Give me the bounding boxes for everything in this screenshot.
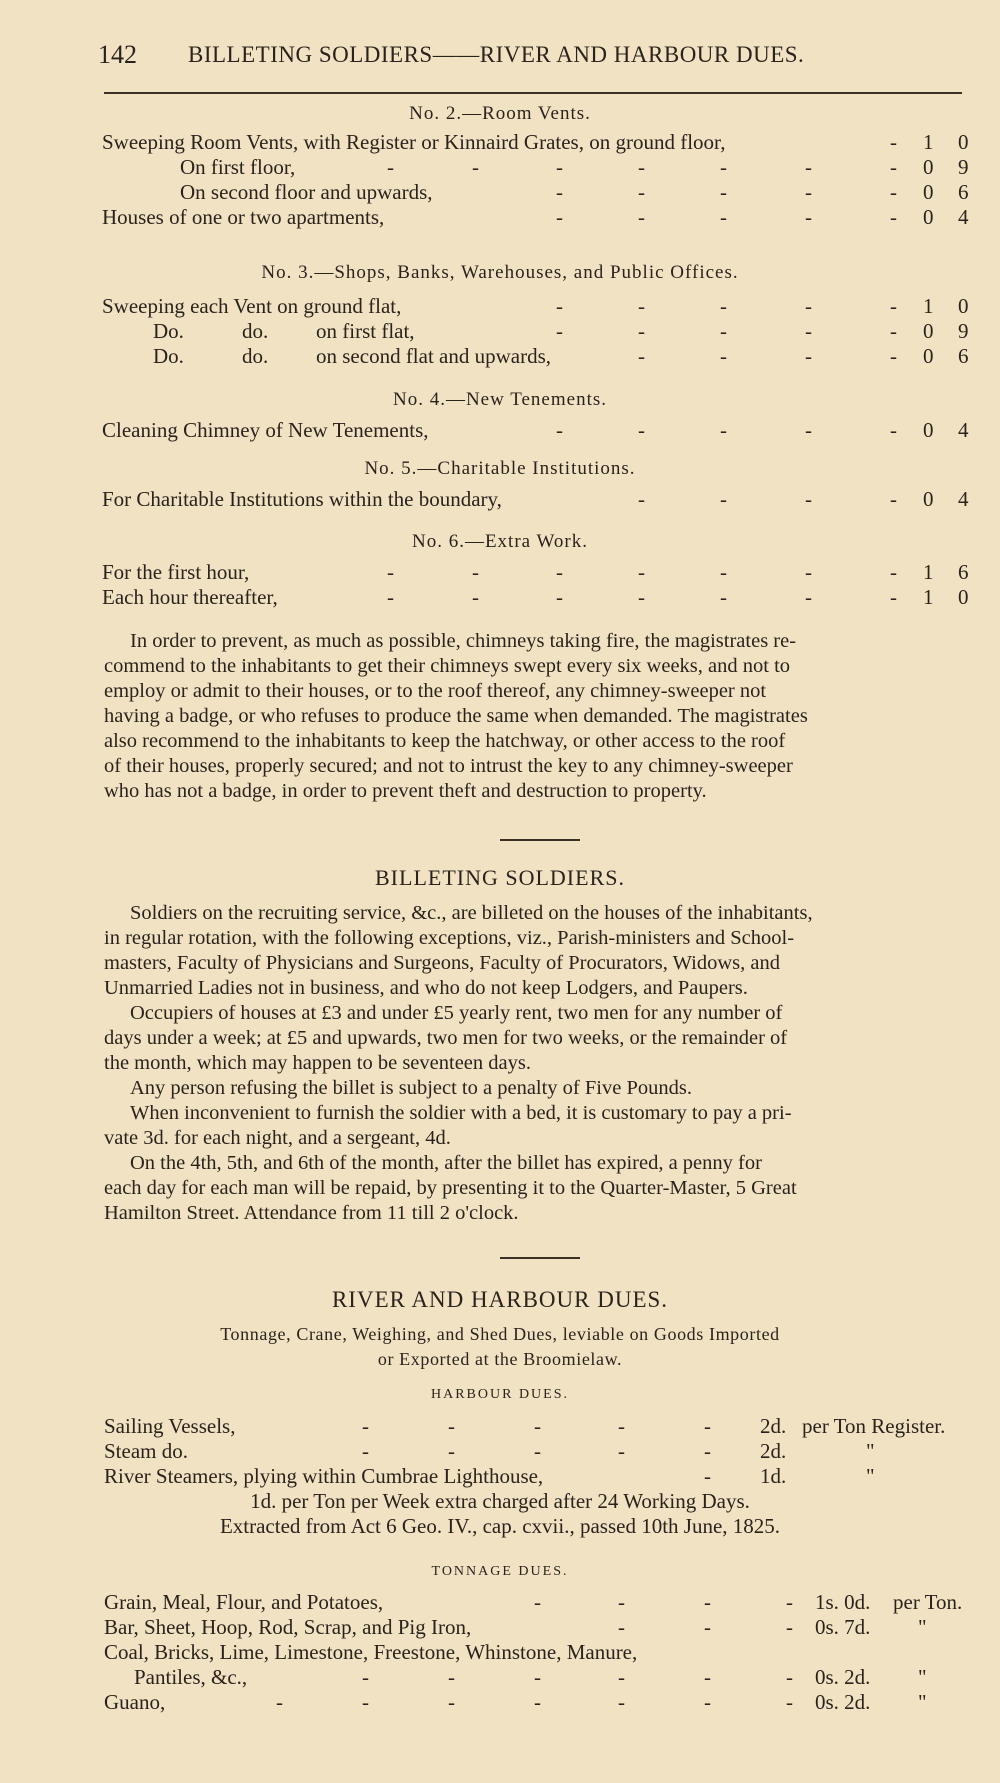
shillings: 1 <box>923 130 934 154</box>
ditto-mark: Do. <box>153 344 184 368</box>
pence: 6 <box>958 180 969 204</box>
paragraph-line: Soldiers on the recruiting service, &c., are billeted on the houses of the inhabitants, <box>130 902 813 924</box>
dues-row: Bar, Sheet, Hoop, Rod, Scrap, and Pig Iron, - - - 0s. 7d. " <box>104 1615 927 1639</box>
rate-row: Do. do. on second flat and upwards, - - - - 0 6 <box>153 344 969 368</box>
pence: 0 <box>958 294 969 318</box>
dues-label: Bar, Sheet, Hoop, Rod, Scrap, and Pig Iron, <box>104 1615 472 1639</box>
paragraph-line: Occupiers of houses at £3 and under £5 yearly rent, two men for any number of <box>130 1002 783 1024</box>
paragraph-line: masters, Faculty of Physicians and Surgeons, Faculty of Procurators, Widows, and <box>104 952 780 974</box>
rate-label: For the first hour, <box>102 560 250 584</box>
paragraph-line: vate 3d. for each night, and a sergeant, 4d. <box>104 1127 451 1149</box>
dues-row <box>0 1640 1000 1666</box>
dues-note: Extracted from Act 6 Geo. IV., cap. cxvii., passed 10th June, 1825. <box>219 1514 781 1538</box>
shillings: 0 <box>923 344 934 368</box>
extra-work-heading: No. 6.—Extra Work. <box>411 531 588 552</box>
paragraph-line: having a badge, or who refuses to produce the same when demanded. The magistrates <box>104 705 808 727</box>
rate-label: Cleaning Chimney of New Tenements, <box>102 418 429 442</box>
rate-row: Each hour thereafter, - - - - - - - 1 0 <box>102 585 969 609</box>
shillings: 1 <box>923 294 934 318</box>
rate-label: Each hour thereafter, <box>102 585 278 609</box>
paragraph-line: In order to prevent, as much as possible, chimneys taking fire, the magistrates re- <box>130 630 797 652</box>
paragraph-line: who has not a badge, in order to prevent theft and destruction to property. <box>104 780 707 802</box>
paragraph-line: also recommend to the inhabitants to keep the hatchway, or other access to the roof <box>104 730 786 752</box>
ditto-mark: Do. <box>153 319 184 343</box>
page-number: 142 <box>98 40 137 69</box>
dues-rate: 2d. <box>760 1439 787 1463</box>
dues-rate: 1s. 0d. <box>815 1590 871 1614</box>
rate-row: Houses of one or two apartments, - - - - - 0 4 <box>102 205 969 229</box>
rate-label: Sweeping each Vent on ground flat, <box>102 294 402 318</box>
dues-label: River Steamers, plying within Cumbrae Lighthouse, <box>104 1464 544 1488</box>
paragraph-line: employ or admit to their houses, or to the roof thereof, any chimney-sweeper not <box>104 680 767 702</box>
pence: 4 <box>958 418 969 442</box>
section-divider <box>500 839 580 841</box>
dues-row: River Steamers, plying within Cumbrae Lighthouse, - 1d. " <box>104 1464 875 1488</box>
river-heading: RIVER AND HARBOUR DUES. <box>331 1287 669 1312</box>
dash: - <box>890 130 897 154</box>
rate-row: For Charitable Institutions within the boundary, - - - - 0 4 <box>102 487 969 511</box>
rate-label: Sweeping Room Vents, with Register or Kinnaird Grates, on ground floor, <box>102 130 726 154</box>
dues-rate: 1d. <box>760 1464 787 1488</box>
paragraph-line: each day for each man will be repaid, by presenting it to the Quarter-Master, 5 Great <box>104 1177 797 1199</box>
dues-unit: " <box>918 1615 927 1639</box>
dues-label: Coal, Bricks, Lime, Limestone, Freestone, Whinstone, Manure, <box>104 1640 638 1664</box>
rate-row: Sweeping each Vent on ground flat, - - - - - 1 0 <box>102 294 969 318</box>
pence: 9 <box>958 155 969 179</box>
rate-label: on second flat and upwards, <box>316 344 552 368</box>
paragraph-line: On the 4th, 5th, and 6th of the month, after the billet has expired, a penny for <box>130 1152 762 1174</box>
dues-note: 1d. per Ton per Week extra charged after 24 Working Days. <box>250 1489 750 1513</box>
shops-heading: No. 3.—Shops, Banks, Warehouses, and Public Offices. <box>261 262 739 283</box>
paragraph-line: Any person refusing the billet is subject to a penalty of Five Pounds. <box>130 1077 692 1099</box>
rate-label: On first floor, <box>180 155 296 179</box>
shillings: 1 <box>923 585 934 609</box>
billeting-heading: BILLETING SOLDIERS. <box>375 865 625 890</box>
rate-row: For the first hour, - - - - - - - 1 6 <box>102 560 969 584</box>
pence: 6 <box>958 344 969 368</box>
shillings: 0 <box>923 487 934 511</box>
dues-unit: per Ton. <box>893 1590 963 1614</box>
dues-rate: 0s. 2d. <box>815 1665 871 1689</box>
dues-rate: 2d. <box>760 1414 787 1438</box>
billeting-text <box>104 901 974 1226</box>
dues-label: Steam do. <box>104 1439 188 1463</box>
paragraph-line: days under a week; at £5 and upwards, two men for two weeks, or the remainder of <box>104 1027 788 1049</box>
shillings: 0 <box>923 180 934 204</box>
dues-label: Pantiles, &c., <box>134 1665 248 1689</box>
shillings: 0 <box>923 319 934 343</box>
pence: 0 <box>958 130 969 154</box>
rate-row: Do. do. on first flat, - - - - - 0 9 <box>153 319 969 343</box>
rate-row: On first floor, - - - - - - - 0 9 <box>180 155 969 179</box>
shillings: 0 <box>923 418 934 442</box>
dues-row: Guano, - - - - - - - 0s. 2d. " <box>104 1690 927 1714</box>
ditto-mark: do. <box>242 319 269 343</box>
shillings: 0 <box>923 155 934 179</box>
paragraph-line: When inconvenient to furnish the soldier with a bed, it is customary to pay a pri- <box>130 1102 792 1124</box>
pence: 4 <box>958 487 969 511</box>
rate-label: Houses of one or two apartments, <box>102 205 385 229</box>
room-vents-heading: No. 2.—Room Vents. <box>409 103 591 124</box>
rate-label: On second floor and upwards, <box>180 180 433 204</box>
pence: 9 <box>958 319 969 343</box>
new-tenements-heading: No. 4.—New Tenements. <box>392 389 608 410</box>
dues-unit: " <box>918 1665 927 1689</box>
charitable-heading: No. 5.—Charitable Institutions. <box>364 458 636 479</box>
dues-row: Pantiles, &c., - - - - - - 0s. 2d. " <box>134 1665 927 1689</box>
rate-label: on first flat, <box>316 319 415 343</box>
tonnage-dues-heading: TONNAGE DUES. <box>431 1564 569 1579</box>
dues-row: Steam do. - - - - - 2d. " <box>104 1439 875 1463</box>
dues-row: Grain, Meal, Flour, and Potatoes, - - - - 1s. 0d. per Ton. <box>104 1590 963 1614</box>
river-subtitle: Tonnage, Crane, Weighing, and Shed Dues, leviable on Goods Imported <box>220 1324 780 1344</box>
dues-unit: " <box>918 1690 927 1714</box>
dues-rate: 0s. 7d. <box>815 1615 871 1639</box>
paragraph-line: Hamilton Street. Attendance from 11 till 2 o'clock. <box>104 1202 519 1224</box>
pence: 6 <box>958 560 969 584</box>
rate-row <box>0 130 1000 156</box>
rate-row: On second floor and upwards, - - - - - 0 6 <box>180 180 969 204</box>
pence: 4 <box>958 205 969 229</box>
section-divider <box>500 1257 580 1259</box>
rate-label: For Charitable Institutions within the boundary, <box>102 487 502 511</box>
ditto-mark: do. <box>242 344 269 368</box>
rate-row: Cleaning Chimney of New Tenements, - - - - - 0 4 <box>102 418 969 442</box>
dues-label: Guano, <box>104 1690 166 1714</box>
paragraph-line: commend to the inhabitants to get their chimneys swept every six weeks, and not to <box>104 655 791 677</box>
dues-unit: " <box>866 1439 875 1463</box>
dues-unit: " <box>866 1464 875 1488</box>
paragraph-line: of their houses, properly secured; and not to intrust the key to any chimney-sweeper <box>104 755 793 777</box>
paragraph-line: Unmarried Ladies not in business, and who do not keep Lodgers, and Paupers. <box>104 977 748 999</box>
header-rule <box>104 92 962 94</box>
running-title: BILLETING SOLDIERS——RIVER AND HARBOUR DUES. <box>188 42 805 67</box>
harbour-dues-heading: HARBOUR DUES. <box>430 1387 569 1402</box>
pence: 0 <box>958 585 969 609</box>
shillings: 0 <box>923 205 934 229</box>
dues-label: Grain, Meal, Flour, and Potatoes, <box>104 1590 384 1614</box>
shillings: 1 <box>923 560 934 584</box>
dues-unit: per Ton Register. <box>802 1414 946 1438</box>
dues-rate: 0s. 2d. <box>815 1690 871 1714</box>
paragraph-line: in regular rotation, with the following exceptions, viz., Parish-ministers and School- <box>104 927 795 949</box>
river-subtitle: or Exported at the Broomielaw. <box>377 1349 623 1369</box>
dues-row: Sailing Vessels, - - - - - 2d. per Ton Register. <box>104 1414 946 1438</box>
paragraph-line: the month, which may happen to be seventeen days. <box>104 1052 531 1074</box>
chimney-paragraph <box>104 629 974 804</box>
dues-label: Sailing Vessels, <box>104 1414 236 1438</box>
